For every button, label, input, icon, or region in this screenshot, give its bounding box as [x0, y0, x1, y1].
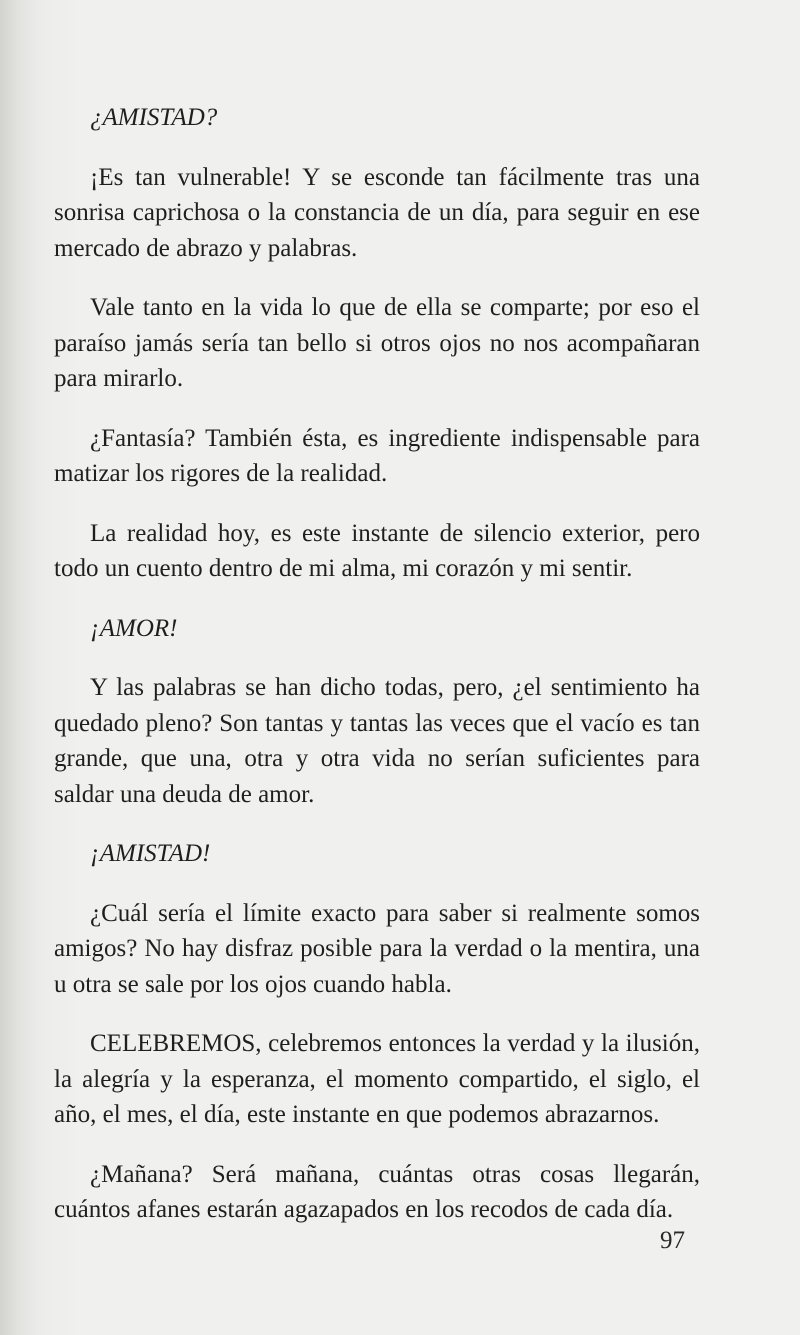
paragraph: ¡Es tan vulnerable! Y se esconde tan fácilmente tras una sonrisa caprichosa o la constancia de un día, para seguir en ese mercado de abrazo y palabras. — [54, 163, 700, 262]
section-heading-amistad-exclaim: ¡AMISTAD! — [90, 840, 211, 867]
paragraph: La realidad hoy, es este instante de silencio exterior, pero todo un cuento dentro de mi alma, mi corazón y mi sentir. — [54, 519, 700, 582]
page-number: 97 — [660, 1227, 685, 1254]
section-heading-amor: ¡AMOR! — [90, 614, 178, 642]
page-text — [54, 100, 700, 1252]
paragraph: ¿Fantasía? También ésta, es ingrediente indispensable para matizar los rigores de la realidad. — [54, 424, 700, 487]
paragraph: Y las palabras se han dicho todas, pero, ¿el sentimiento ha quedado pleno? Son tantas y tantas las veces que el vacío es tan grande, que una, otra y otra vida no serían suficientes para saldar una deuda de amor. — [54, 674, 700, 808]
paragraph: Vale tanto en la vida lo que de ella se comparte; por eso el paraíso jamás sería tan bello si otros ojos no nos acompañaran para mirarlo. — [54, 294, 700, 392]
paragraph: CELEBREMOS, celebremos entonces la verdad y la ilusión, la alegría y la esperanza, el momento compartido, el siglo, el año, el mes, el día, este instante en que podemos abrazarnos. — [54, 1030, 700, 1128]
paragraph: ¿Mañana? Será mañana, cuántas otras cosas llegarán, cuántos afanes estarán agazapados en los recodos de cada día. — [54, 1160, 700, 1223]
paragraph: ¿Cuál sería el límite exacto para saber si realmente somos amigos? No hay disfraz posible para la verdad o la mentira, una u otra se sale por los ojos cuando habla. — [54, 899, 700, 998]
section-heading-amistad-question: ¿AMISTAD? — [90, 104, 218, 131]
